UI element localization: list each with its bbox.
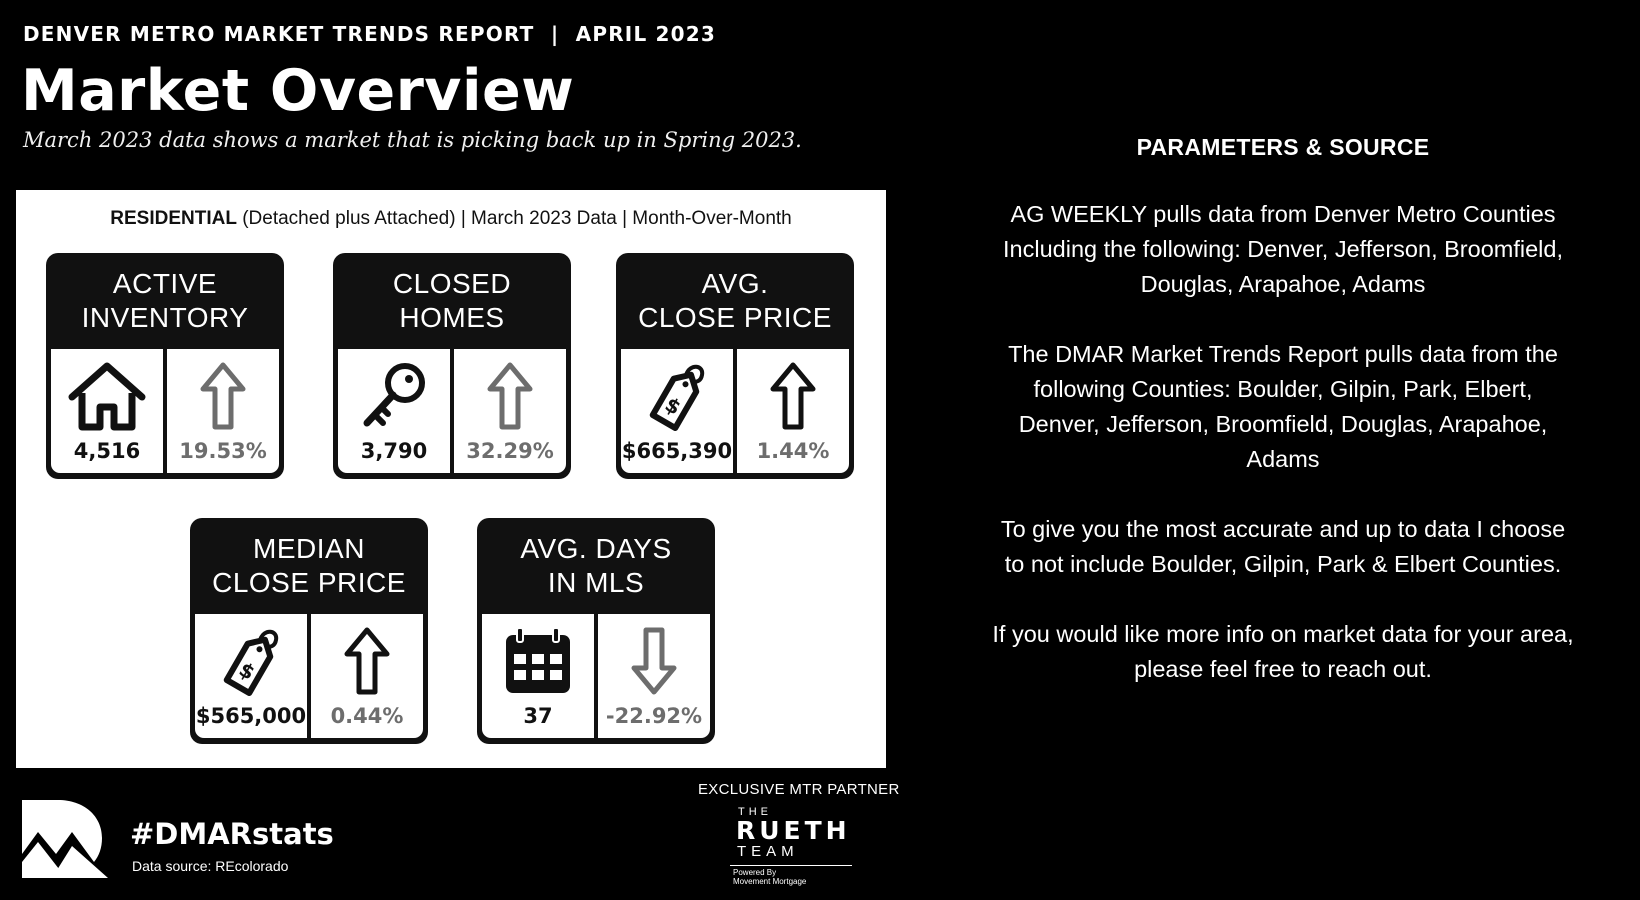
card-change-cell xyxy=(598,614,710,738)
card-title xyxy=(190,532,428,600)
card-change-cell xyxy=(454,349,566,473)
svg-text:$: $ xyxy=(660,392,686,420)
dmar-logo-icon xyxy=(22,798,108,878)
hashtag: #DMARstats xyxy=(130,817,334,851)
card-title-line2: CLOSE PRICE xyxy=(212,567,406,598)
card-title-line1: CLOSED xyxy=(392,268,512,299)
logo-team: TEAM xyxy=(737,843,799,860)
card-value: 4,516 xyxy=(73,439,141,463)
card-title-line2: HOMES xyxy=(399,302,505,333)
house-icon xyxy=(68,361,146,431)
card-title xyxy=(46,267,284,335)
card-value-cell xyxy=(338,349,450,473)
data-source: Data source: REcolorado xyxy=(132,858,289,874)
calendar-icon xyxy=(503,626,573,696)
arrow-down-icon xyxy=(630,626,678,696)
logo-powered-line1: Powered By xyxy=(733,868,777,877)
card-change: 19.53% xyxy=(179,439,267,463)
metric-card-avg-days-in-mls xyxy=(477,518,715,744)
price-tag-icon xyxy=(642,361,712,431)
metric-card-active-inventory xyxy=(46,253,284,479)
card-value: $565,000 xyxy=(195,704,307,728)
logo-powered-line2: Movement Mortgage xyxy=(733,877,807,886)
parameters-heading: PARAMETERS & SOURCE xyxy=(1136,134,1430,160)
card-change-cell xyxy=(311,614,423,738)
svg-text:$: $ xyxy=(234,657,260,685)
card-title-line2: INVENTORY xyxy=(81,302,249,333)
card-title xyxy=(477,532,715,600)
parameters-paragraph: AG WEEKLY pulls data from Denver Metro Counties Including the following: Denver, Jefferson, Broomfield, Douglas, Arapahoe, Adams xyxy=(1003,201,1563,297)
key-icon xyxy=(359,361,429,431)
card-title-line1: MEDIAN xyxy=(253,533,365,564)
header-kicker: DENVER METRO MARKET TRENDS REPORT | APRIL 2023 xyxy=(23,22,717,46)
card-value-cell xyxy=(482,614,594,738)
card-title xyxy=(333,267,571,335)
arrow-up-icon xyxy=(486,361,534,431)
parameters-paragraph: The DMAR Market Trends Report pulls data from the following Counties: Boulder, Gilpin, Park, Elbert, Denver, Jefferson, Broomfield, Douglas, Arapahoe, Adams xyxy=(1008,341,1558,472)
card-change-cell xyxy=(737,349,849,473)
card-value-cell xyxy=(195,614,307,738)
parameters-section xyxy=(990,130,1576,722)
arrow-up-icon xyxy=(343,626,391,696)
logo-divider xyxy=(730,865,852,866)
page-subtitle: March 2023 data shows a market that is picking back up in Spring 2023. xyxy=(23,128,802,152)
caption-rest: (Detached plus Attached) | March 2023 Data | Month-Over-Month xyxy=(236,208,792,229)
card-title-line1: AVG. DAYS xyxy=(520,533,672,564)
panel-caption xyxy=(16,208,886,230)
logo-the: THE xyxy=(738,806,772,818)
page-title: Market Overview xyxy=(21,58,575,124)
parameters-paragraph: To give you the most accurate and up to data I choose to not include Boulder, Gilpin, Park & Elbert Counties. xyxy=(1000,516,1566,577)
price-tag-icon xyxy=(216,626,286,696)
caption-bold: RESIDENTIAL xyxy=(110,208,237,229)
logo-rueth: RUETH xyxy=(736,816,851,845)
card-change: 0.44% xyxy=(330,704,404,728)
card-value: 3,790 xyxy=(360,439,428,463)
card-value: $665,390 xyxy=(621,439,733,463)
card-value-cell xyxy=(51,349,163,473)
card-title-line1: AVG. xyxy=(701,268,769,299)
metric-card-closed-homes xyxy=(333,253,571,479)
card-change: -22.92% xyxy=(605,704,703,728)
metric-card-avg-close-price xyxy=(616,253,854,479)
metrics-panel xyxy=(16,190,886,768)
arrow-up-icon xyxy=(769,361,817,431)
arrow-up-icon xyxy=(199,361,247,431)
parameters-paragraph: If you would like more info on market data for your area, please feel free to reach out. xyxy=(992,621,1574,682)
card-title-line1: ACTIVE xyxy=(112,268,218,299)
card-title-line2: IN MLS xyxy=(547,567,645,598)
card-change-cell xyxy=(167,349,279,473)
partner-label: EXCLUSIVE MTR PARTNER xyxy=(698,781,900,798)
metric-card-median-close-price xyxy=(190,518,428,744)
rueth-team-logo xyxy=(730,806,860,886)
card-title-line2: CLOSE PRICE xyxy=(638,302,832,333)
card-value-cell xyxy=(621,349,733,473)
card-value: 37 xyxy=(523,704,553,728)
card-change: 1.44% xyxy=(756,439,830,463)
card-change: 32.29% xyxy=(466,439,554,463)
card-title xyxy=(616,267,854,335)
